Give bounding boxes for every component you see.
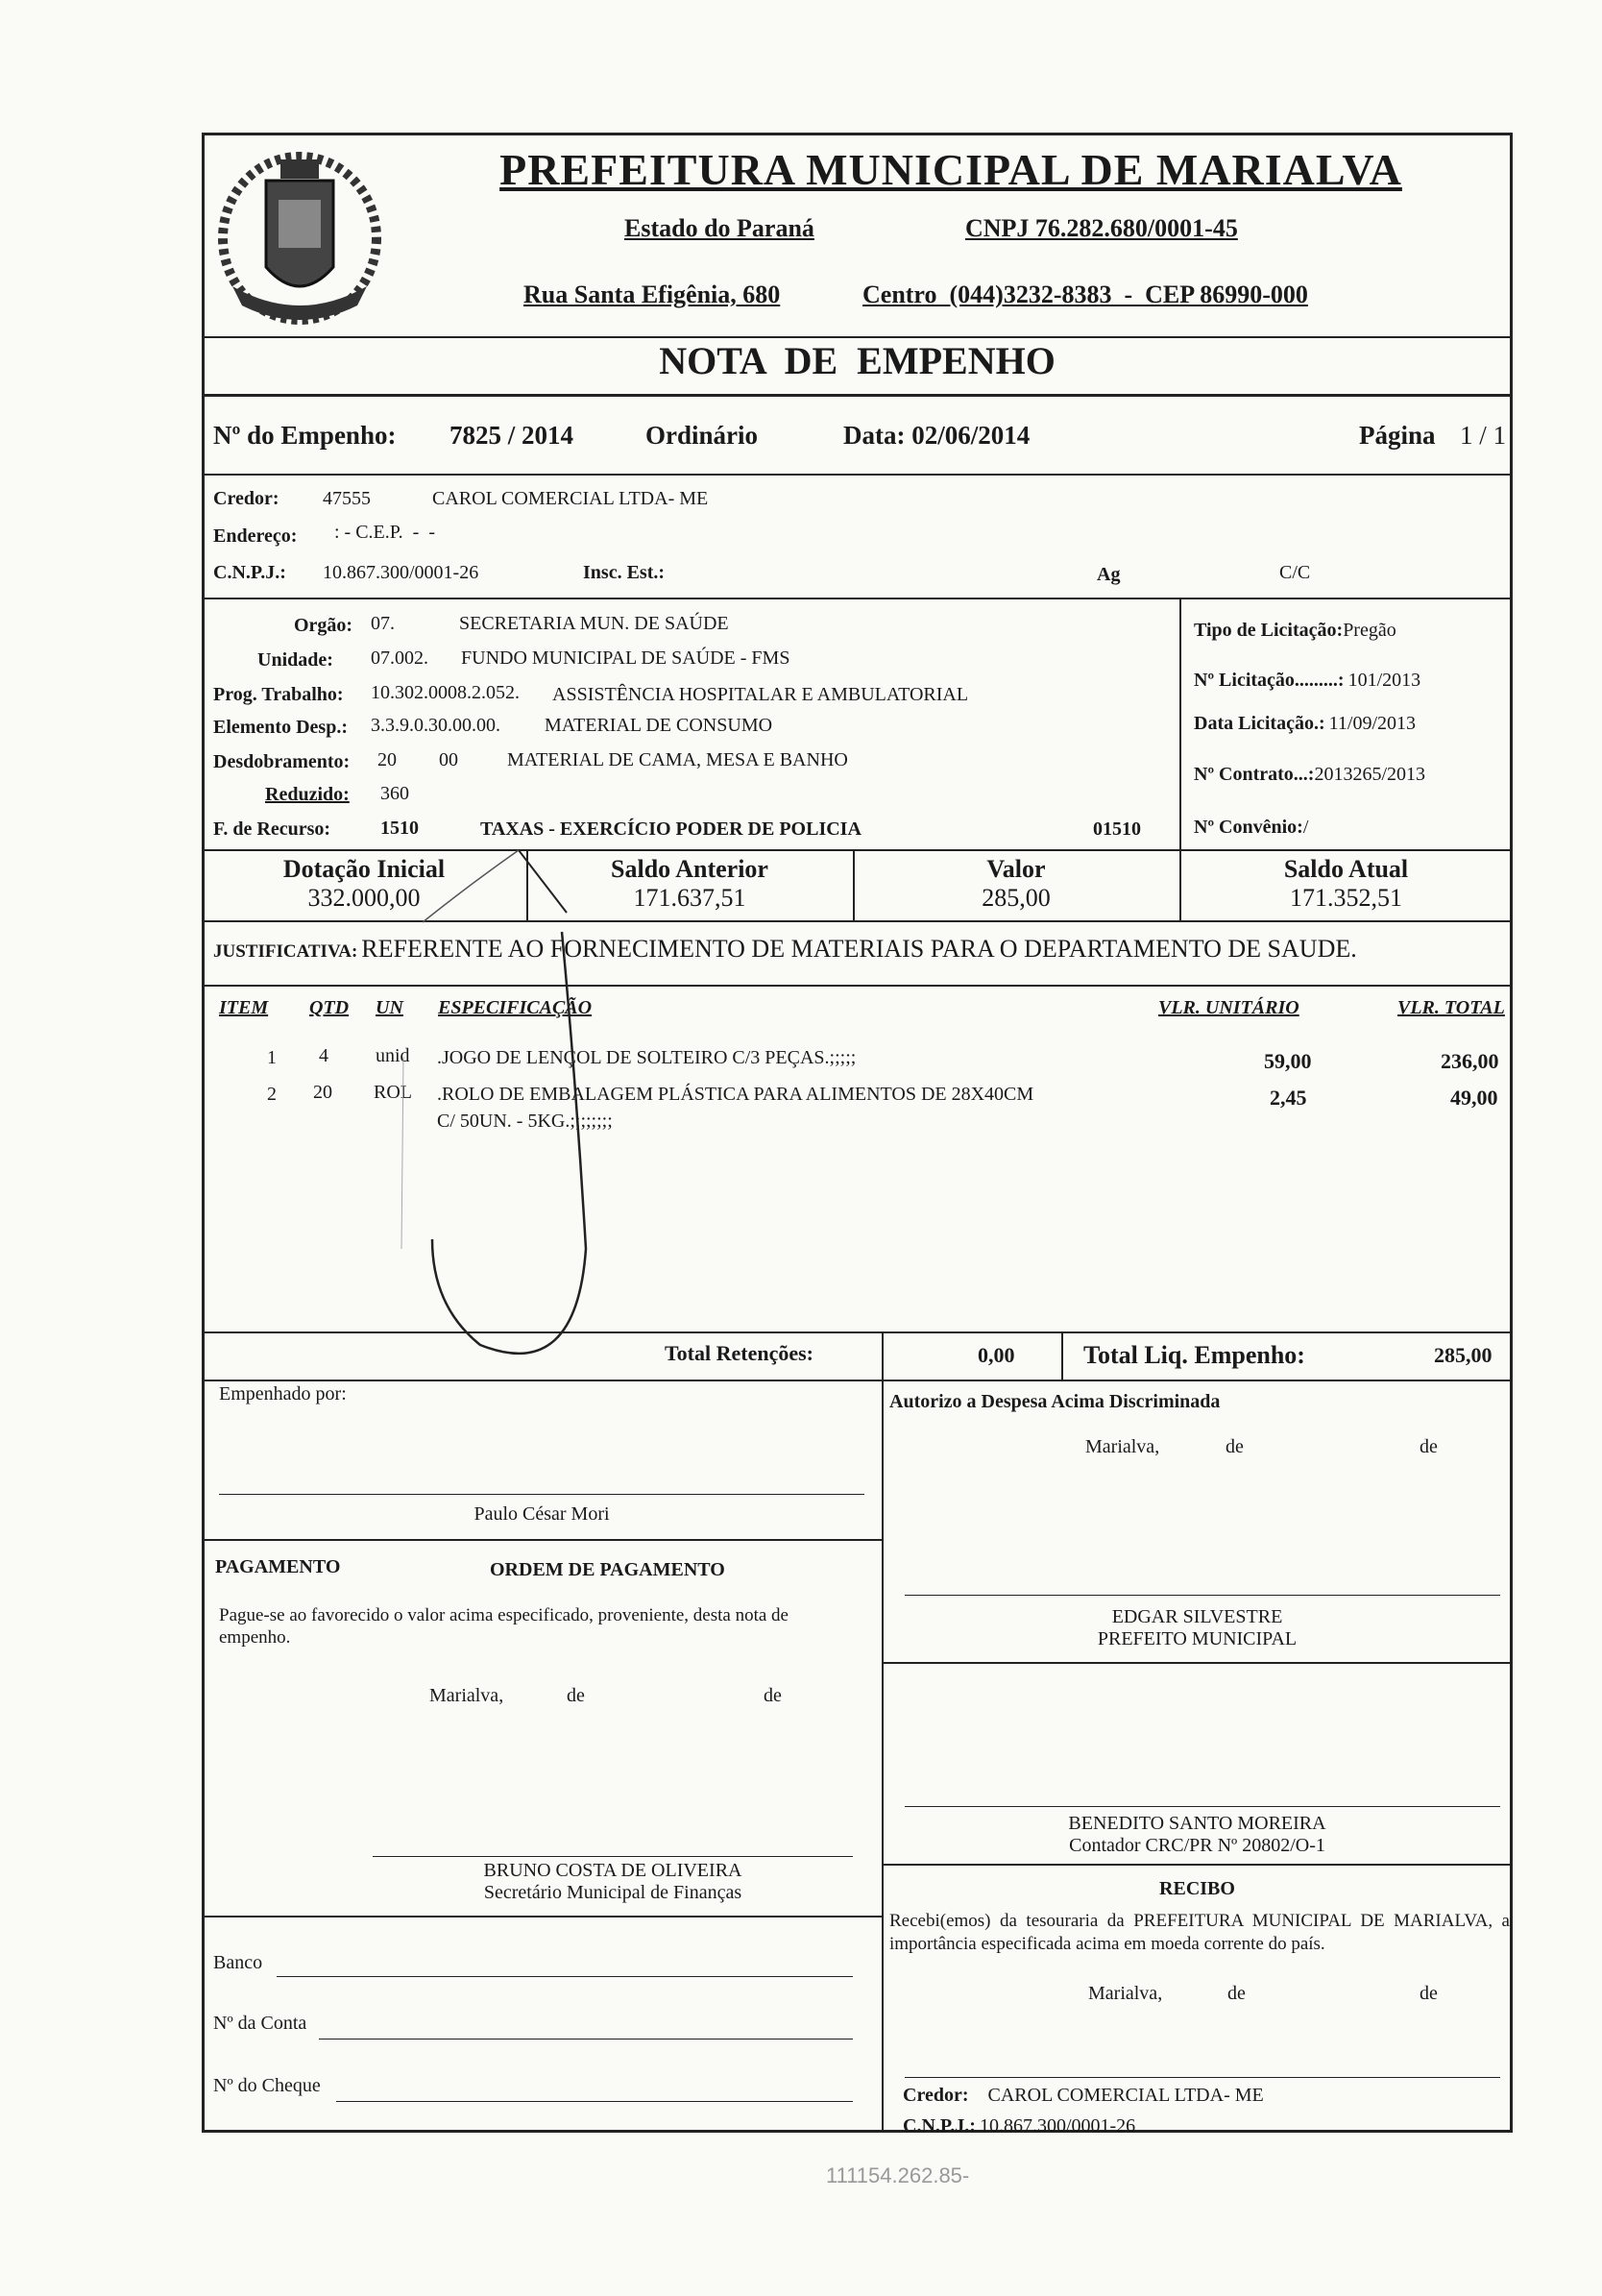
recibo-text: Recebi(emos) da tesouraria da PREFEITURA MUNICIPAL DE MARIALVA, a importância especificada acima em moeda corrente do país.	[889, 1911, 1510, 1954]
autorizo-label: Autorizo a Despesa Acima Discriminada	[889, 1391, 1221, 1412]
prog-name: ASSISTÊNCIA HOSPITALAR E AMBULATORIAL	[552, 684, 969, 705]
total-retencoes-value: 0,00	[978, 1343, 1015, 1367]
col-unit-value: VLR. UNITÁRIO	[1158, 997, 1299, 1018]
recibo-credor-name: CAROL COMERCIAL LTDA- ME	[987, 2085, 1264, 2106]
recibo-label: RECIBO	[1159, 1878, 1235, 1899]
justificativa-text: REFERENTE AO FORNECIMENTO DE MATERIAIS PARA O DEPARTAMENTO DE SAUDE.	[361, 935, 1357, 963]
col-qtd: QTD	[309, 997, 350, 1018]
recibo-cnpj-value: 10.867.300/0001-26	[979, 2115, 1136, 2137]
item-spec: .ROLO DE EMBALAGEM PLÁSTICA PARA ALIMENTOS DE 28X40CM	[437, 1084, 1034, 1105]
dotacao-value: 332.000,00	[307, 884, 421, 912]
item-unit: 2,45	[1270, 1086, 1307, 1110]
col-item: ITEM	[219, 997, 269, 1018]
orgao-name: SECRETARIA MUN. DE SAÚDE	[459, 613, 729, 634]
valor-value: 285,00	[982, 884, 1051, 912]
prog-label: Prog. Trabalho:	[213, 684, 344, 705]
pagamento-de2: de	[764, 1685, 782, 1706]
pagamento-de1: de	[567, 1685, 585, 1706]
col-un: UN	[376, 997, 403, 1018]
endereco-value: : - C.E.P. - -	[334, 522, 435, 543]
convenio-label: Nº Convênio:	[1194, 817, 1303, 838]
empenho-number: 7825 / 2014	[449, 421, 574, 450]
recurso-code: 1510	[380, 818, 419, 839]
pagamento-city: Marialva,	[429, 1685, 504, 1706]
orgao-label: Orgão:	[294, 615, 353, 636]
desdobramento-code1: 20	[377, 749, 397, 770]
num-licitacao-value: 101/2013	[1347, 670, 1421, 691]
contador-name: BENEDITO SANTO MOREIRA	[1068, 1813, 1326, 1834]
dotacao-label: Dotação Inicial	[282, 855, 446, 883]
credor-code: 47555	[323, 488, 371, 509]
prog-code: 10.302.0008.2.052.	[371, 682, 520, 703]
reduzido-label: Reduzido:	[265, 784, 350, 805]
insc-est-label: Insc. Est.:	[583, 562, 666, 583]
item-number: 2	[267, 1084, 277, 1105]
credor-name: CAROL COMERCIAL LTDA- ME	[432, 488, 709, 509]
recurso-number: 01510	[1093, 818, 1141, 840]
orgao-code: 07.	[371, 613, 395, 634]
empenho-type: Ordinário	[645, 421, 759, 450]
saldo-anterior-value: 171.637,51	[633, 884, 746, 912]
pague-text: Pague-se ao favorecido o valor acima especificado, proveniente, desta nota de empenho.	[219, 1605, 789, 1648]
total-liq-label: Total Liq. Empenho:	[1083, 1341, 1305, 1369]
unidade-name: FUNDO MUNICIPAL DE SAÚDE - FMS	[461, 647, 790, 669]
elemento-name: MATERIAL DE CONSUMO	[545, 715, 773, 736]
elemento-code: 3.3.9.0.30.00.00.	[371, 715, 500, 736]
recibo-de2: de	[1420, 1983, 1438, 2004]
data-licitacao-label: Data Licitação.:	[1194, 713, 1325, 734]
cnpj-credor-value: 10.867.300/0001-26	[323, 562, 479, 583]
empenho-date: Data: 02/06/2014	[843, 421, 1031, 450]
desdobramento-name: MATERIAL DE CAMA, MESA E BANHO	[507, 749, 848, 770]
autorizo-city: Marialva,	[1085, 1436, 1160, 1457]
autorizo-de2: de	[1420, 1436, 1438, 1457]
unidade-label: Unidade:	[257, 649, 333, 671]
cnpj-label: CNPJ 76.282.680/0001-45	[965, 214, 1238, 242]
recibo-de1: de	[1227, 1983, 1246, 2004]
tipo-licitacao-value: Pregão	[1343, 620, 1396, 641]
credor-label: Credor:	[213, 488, 279, 509]
cheque-label: Nº do Cheque	[213, 2075, 321, 2096]
reduzido-value: 360	[380, 783, 409, 804]
data-licitacao-value: 11/09/2013	[1328, 713, 1417, 734]
saldo-atual-label: Saldo Atual	[1283, 855, 1409, 883]
item-qtd: 4	[319, 1045, 328, 1066]
item-un: unid	[376, 1045, 410, 1066]
contador-title: Contador CRC/PR Nº 20802/O-1	[1069, 1835, 1325, 1856]
recibo-city: Marialva,	[1088, 1983, 1163, 2004]
footer-code: 111154.262.85-	[826, 2163, 970, 2187]
recurso-name: TAXAS - EXERCÍCIO PODER DE POLICIA	[480, 818, 862, 840]
total-retencoes-label: Total Retenções:	[665, 1341, 813, 1365]
empenhado-name: Paulo César Mori	[473, 1503, 610, 1525]
contrato-value: 2013265/2013	[1314, 764, 1426, 785]
unidade-code: 07.002.	[371, 647, 428, 669]
item-qtd: 20	[313, 1082, 332, 1103]
empenho-number-label: Nº do Empenho:	[213, 421, 397, 450]
elemento-label: Elemento Desp.:	[213, 717, 348, 738]
page-label: Página	[1359, 421, 1436, 450]
total-liq-value: 285,00	[1434, 1343, 1493, 1367]
num-licitacao-label: Nº Licitação.........:	[1194, 670, 1345, 691]
doc-title: NOTA DE EMPENHO	[659, 339, 1056, 382]
cc-label: C/C	[1279, 562, 1311, 583]
page-value: 1 / 1	[1460, 421, 1507, 450]
justificativa-label: JUSTIFICATIVA:	[213, 941, 358, 962]
item-unit: 59,00	[1264, 1049, 1312, 1073]
state-label: Estado do Paraná	[624, 214, 814, 242]
page-title: PREFEITURA MUNICIPAL DE MARIALVA	[499, 145, 1402, 194]
saldo-anterior-label: Saldo Anterior	[611, 855, 768, 883]
secretario-name: BRUNO COSTA DE OLIVEIRA	[483, 1860, 742, 1881]
conta-label: Nº da Conta	[213, 2013, 307, 2034]
recibo-credor-label: Credor:	[903, 2085, 969, 2106]
convenio-value: /	[1302, 817, 1309, 838]
col-total-value: VLR. TOTAL	[1397, 997, 1505, 1018]
saldo-atual-value: 171.352,51	[1290, 884, 1402, 912]
contrato-label: Nº Contrato...:	[1194, 764, 1315, 785]
col-spec: ESPECIFICAÇÃO	[438, 997, 593, 1018]
prefeito-name: EDGAR SILVESTRE	[1111, 1606, 1283, 1627]
item-spec-line2: C/ 50UN. - 5KG.;;;;;;;;	[437, 1111, 613, 1132]
empenhado-label: Empenhado por:	[219, 1383, 347, 1404]
item-total: 49,00	[1450, 1086, 1498, 1110]
item-number: 1	[267, 1047, 277, 1068]
cnpj-credor-label: C.N.P.J.:	[213, 562, 286, 583]
contact-label: Centro (044)3232-8383 - CEP 86990-000	[862, 281, 1308, 308]
recurso-label: F. de Recurso:	[213, 818, 331, 840]
secretario-title: Secretário Municipal de Finanças	[483, 1882, 742, 1903]
item-total: 236,00	[1441, 1049, 1499, 1073]
endereco-label: Endereço:	[213, 525, 298, 547]
handwritten-mark	[231, 845, 634, 1383]
ordem-pagamento-label: ORDEM DE PAGAMENTO	[490, 1559, 725, 1580]
desdobramento-code2: 00	[439, 749, 458, 770]
desdobramento-label: Desdobramento:	[213, 751, 351, 772]
address-label: Rua Santa Efigênia, 680	[523, 281, 781, 308]
item-un: ROL	[374, 1082, 412, 1103]
item-spec: .JOGO DE LENÇOL DE SOLTEIRO C/3 PEÇAS.;;;;;	[437, 1047, 857, 1068]
prefeito-title: PREFEITO MUNICIPAL	[1097, 1628, 1298, 1649]
ag-label: Ag	[1097, 564, 1121, 585]
autorizo-de1: de	[1226, 1436, 1244, 1457]
recibo-cnpj-label: C.N.P.J.:	[903, 2115, 976, 2137]
banco-label: Banco	[213, 1952, 263, 1973]
valor-label: Valor	[986, 855, 1046, 883]
pagamento-label: PAGAMENTO	[215, 1556, 341, 1577]
tipo-licitacao-label: Tipo de Licitação:	[1194, 620, 1344, 641]
